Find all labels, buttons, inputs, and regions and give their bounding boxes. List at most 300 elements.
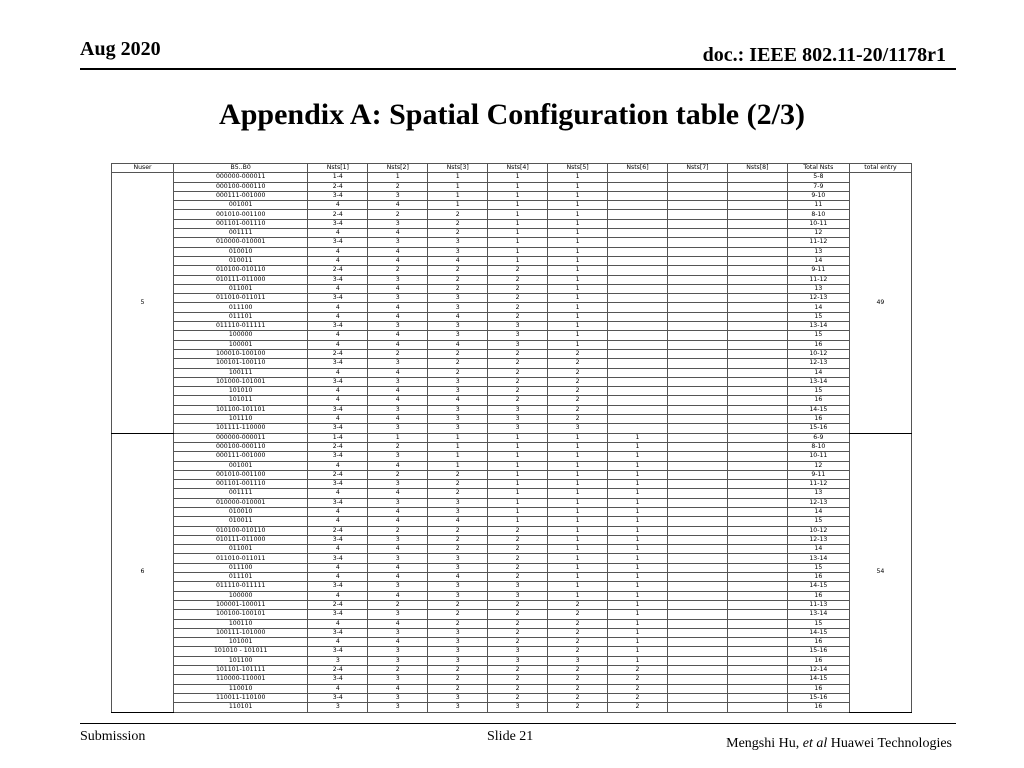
table-cell: 010011 (174, 256, 308, 265)
table-cell (608, 191, 668, 200)
column-header: Total Nsts (787, 164, 849, 173)
table-cell: 3-4 (308, 294, 368, 303)
table-cell: 3 (428, 582, 488, 591)
table-cell (727, 480, 787, 489)
table-cell: 2 (368, 470, 428, 479)
table-cell: 3 (428, 294, 488, 303)
table-cell: 3-4 (308, 535, 368, 544)
table-cell: 3 (428, 703, 488, 712)
table-cell (727, 489, 787, 498)
table-cell: 3 (428, 656, 488, 665)
table-cell: 12 (787, 229, 849, 238)
table-cell: 3 (368, 480, 428, 489)
table-cell: 2-4 (308, 470, 368, 479)
table-cell (727, 359, 787, 368)
table-cell: 1 (428, 442, 488, 451)
table-cell: 1 (608, 647, 668, 656)
table-cell: 15-16 (787, 693, 849, 702)
table-cell: 3-4 (308, 275, 368, 284)
table-cell (727, 582, 787, 591)
table-cell: 1 (548, 554, 608, 563)
table-row (112, 452, 912, 461)
table-row (112, 284, 912, 293)
table-cell (608, 266, 668, 275)
column-header: Nsts[1] (308, 164, 368, 173)
table-cell: 4 (308, 489, 368, 498)
table-cell: 3 (368, 554, 428, 563)
table-cell: 3 (368, 675, 428, 684)
table-cell (608, 331, 668, 340)
table-cell (667, 647, 727, 656)
table-cell: 4 (368, 201, 428, 210)
table-cell (727, 303, 787, 312)
footer-divider (80, 723, 956, 724)
table-cell: 000100-000110 (174, 182, 308, 191)
table-cell: 010111-011000 (174, 535, 308, 544)
table-cell: 4 (308, 256, 368, 265)
table-cell: 2 (368, 526, 428, 535)
table-cell: 1 (608, 480, 668, 489)
table-cell (608, 275, 668, 284)
table-cell: 2 (608, 684, 668, 693)
table-cell (667, 219, 727, 228)
table-cell: 3-4 (308, 238, 368, 247)
table-cell: 1 (488, 452, 548, 461)
table-cell: 8-10 (787, 210, 849, 219)
column-header: Nsts[4] (488, 164, 548, 173)
table-cell: 1 (488, 256, 548, 265)
table-cell: 1 (428, 452, 488, 461)
table-cell: 2 (428, 275, 488, 284)
table-cell: 3 (488, 591, 548, 600)
table-cell: 2 (428, 610, 488, 619)
table-cell (667, 322, 727, 331)
table-row (112, 219, 912, 228)
table-cell: 8-10 (787, 442, 849, 451)
table-cell (727, 452, 787, 461)
table-cell: 2 (548, 628, 608, 637)
table-cell: 4 (308, 201, 368, 210)
table-cell (667, 191, 727, 200)
table-cell (667, 433, 727, 442)
table-cell: 3 (548, 656, 608, 665)
footer-slide-number: Slide 21 (487, 729, 534, 744)
table-cell (667, 396, 727, 405)
table-cell: 3-4 (308, 628, 368, 637)
table-cell (667, 415, 727, 424)
table-cell: 12-13 (787, 498, 849, 507)
table-cell (727, 461, 787, 470)
table-cell (727, 322, 787, 331)
table-cell (667, 238, 727, 247)
table-cell: 101101-101111 (174, 666, 308, 675)
table-cell (727, 219, 787, 228)
table-cell: 4 (308, 507, 368, 516)
table-row (112, 582, 912, 591)
table-cell: 1 (608, 498, 668, 507)
table-cell: 4 (368, 489, 428, 498)
table-cell (667, 201, 727, 210)
table-cell (667, 526, 727, 535)
table-row (112, 303, 912, 312)
table-cell: 1 (608, 461, 668, 470)
table-cell: 4 (428, 312, 488, 321)
table-cell (727, 247, 787, 256)
table-cell: 2-4 (308, 600, 368, 609)
table-cell (667, 461, 727, 470)
table-row (112, 331, 912, 340)
table-cell: 100100-100101 (174, 610, 308, 619)
table-cell (727, 387, 787, 396)
table-cell: 1 (548, 433, 608, 442)
table-cell: 13-14 (787, 322, 849, 331)
table-cell: 1 (428, 173, 488, 182)
table-cell: 1 (488, 480, 548, 489)
table-cell: 1 (428, 182, 488, 191)
table-cell (667, 452, 727, 461)
table-cell: 2 (488, 619, 548, 628)
table-cell: 2 (428, 675, 488, 684)
table-cell: 16 (787, 591, 849, 600)
table-row (112, 359, 912, 368)
table-cell: 2 (428, 526, 488, 535)
table-cell (667, 498, 727, 507)
table-cell: 2-4 (308, 182, 368, 191)
nuser-cell: 6 (112, 433, 174, 712)
table-cell: 16 (787, 656, 849, 665)
table-cell: 000000-000011 (174, 433, 308, 442)
nuser-cell: 5 (112, 173, 174, 433)
table-cell: 4 (368, 247, 428, 256)
table-cell (667, 535, 727, 544)
table-cell (727, 573, 787, 582)
table-row (112, 182, 912, 191)
table-cell: 3-4 (308, 452, 368, 461)
table-cell: 3 (368, 424, 428, 433)
table-cell: 2 (488, 284, 548, 293)
table-cell (608, 387, 668, 396)
table-cell: 2 (608, 693, 668, 702)
table-cell: 4 (368, 312, 428, 321)
table-cell: 12-13 (787, 294, 849, 303)
table-cell: 011100 (174, 303, 308, 312)
table-cell: 4 (308, 284, 368, 293)
table-cell: 1 (608, 526, 668, 535)
table-cell (727, 284, 787, 293)
table-cell: 010000-010001 (174, 498, 308, 507)
table-cell: 100001 (174, 340, 308, 349)
table-cell: 3 (428, 238, 488, 247)
table-cell: 13 (787, 284, 849, 293)
column-header: total entry (849, 164, 911, 173)
table-cell: 1 (608, 628, 668, 637)
table-cell (667, 675, 727, 684)
table-cell: 3 (488, 582, 548, 591)
table-cell: 2 (608, 675, 668, 684)
table-cell: 4 (368, 331, 428, 340)
table-cell (667, 470, 727, 479)
table-cell: 2 (488, 387, 548, 396)
header-doc-id: doc.: IEEE 802.11-20/1178r1 (702, 44, 946, 66)
table-cell: 1-4 (308, 433, 368, 442)
table-row (112, 433, 912, 442)
footer-author-name: Mengshi Hu, (726, 736, 803, 751)
table-row (112, 377, 912, 386)
table-cell: 13-14 (787, 610, 849, 619)
table-cell: 1 (488, 470, 548, 479)
table-cell: 13 (787, 247, 849, 256)
table-cell: 4 (308, 368, 368, 377)
column-header: B5..B0 (174, 164, 308, 173)
table-cell: 2 (428, 684, 488, 693)
table-row (112, 368, 912, 377)
table-cell (667, 229, 727, 238)
table-row (112, 703, 912, 712)
table-cell: 2 (608, 666, 668, 675)
footer-submission: Submission (80, 729, 146, 744)
table-cell: 14 (787, 545, 849, 554)
table-cell: 1 (608, 638, 668, 647)
table-cell: 1 (428, 201, 488, 210)
table-cell: 3 (548, 424, 608, 433)
table-cell: 3 (428, 322, 488, 331)
table-cell (608, 238, 668, 247)
column-header: Nsts[2] (368, 164, 428, 173)
table-cell: 12 (787, 461, 849, 470)
table-cell: 2 (548, 638, 608, 647)
table-cell: 3-4 (308, 498, 368, 507)
table-row (112, 191, 912, 200)
table-row (112, 349, 912, 358)
table-cell: 13-14 (787, 377, 849, 386)
table-cell: 1 (488, 442, 548, 451)
table-cell: 4 (308, 563, 368, 572)
table-cell: 11-13 (787, 600, 849, 609)
table-cell (667, 693, 727, 702)
table-cell: 3 (428, 563, 488, 572)
table-cell: 3 (368, 610, 428, 619)
table-cell (667, 591, 727, 600)
table-cell (667, 619, 727, 628)
table-cell: 3 (488, 647, 548, 656)
table-cell (727, 377, 787, 386)
footer-author (726, 736, 952, 752)
table-cell: 100111 (174, 368, 308, 377)
table-cell: 3-4 (308, 359, 368, 368)
table-cell: 2 (608, 703, 668, 712)
table-cell: 3 (368, 628, 428, 637)
table-cell: 1 (548, 303, 608, 312)
table-row (112, 294, 912, 303)
table-row (112, 201, 912, 210)
table-cell: 4 (308, 247, 368, 256)
table-cell: 101100-101101 (174, 405, 308, 414)
table-cell (727, 647, 787, 656)
table-cell: 4 (368, 256, 428, 265)
table-cell: 000111-001000 (174, 452, 308, 461)
table-cell: 011010-011011 (174, 294, 308, 303)
table-cell: 10-11 (787, 219, 849, 228)
table-cell (667, 600, 727, 609)
table-cell (727, 554, 787, 563)
table-cell (667, 256, 727, 265)
column-header: Nuser (112, 164, 174, 173)
table-row (112, 545, 912, 554)
table-cell: 3 (368, 703, 428, 712)
table-cell: 16 (787, 340, 849, 349)
table-cell: 010111-011000 (174, 275, 308, 284)
table-cell: 2 (428, 210, 488, 219)
table-cell: 110010 (174, 684, 308, 693)
table-row (112, 387, 912, 396)
table-cell: 1 (488, 498, 548, 507)
table-cell: 100110 (174, 619, 308, 628)
table-row (112, 554, 912, 563)
total-entry-cell: 54 (849, 433, 911, 712)
table-row (112, 684, 912, 693)
table-cell: 3 (488, 656, 548, 665)
table-cell: 11-12 (787, 275, 849, 284)
table-cell (667, 210, 727, 219)
footer-author-org: Huawei Technologies (827, 736, 952, 751)
table-cell: 2 (548, 415, 608, 424)
table-cell: 011110-011111 (174, 322, 308, 331)
table-cell: 4 (308, 340, 368, 349)
table-cell: 001101-001110 (174, 480, 308, 489)
table-cell: 10-12 (787, 349, 849, 358)
table-cell: 4 (308, 545, 368, 554)
table-cell: 3 (368, 322, 428, 331)
table-cell: 3 (368, 693, 428, 702)
table-cell (727, 703, 787, 712)
table-cell: 1 (488, 229, 548, 238)
table-cell: 010010 (174, 247, 308, 256)
table-cell (727, 591, 787, 600)
table-cell (608, 349, 668, 358)
table-cell: 101001 (174, 638, 308, 647)
table-cell: 15 (787, 619, 849, 628)
table-cell: 10-12 (787, 526, 849, 535)
table-cell (727, 349, 787, 358)
table-cell: 010011 (174, 517, 308, 526)
table-cell: 1 (548, 535, 608, 544)
table-cell (727, 173, 787, 182)
table-cell: 2 (428, 600, 488, 609)
slide-title: Appendix A: Spatial Configuration table (2/3) (219, 98, 805, 131)
table-cell: 1 (548, 322, 608, 331)
table-cell (667, 266, 727, 275)
table-cell (667, 377, 727, 386)
table-cell: 15-16 (787, 647, 849, 656)
table-cell: 100010-100100 (174, 349, 308, 358)
table-cell: 1 (548, 470, 608, 479)
table-cell: 2 (488, 675, 548, 684)
table-cell: 4 (428, 340, 488, 349)
table-cell (667, 340, 727, 349)
table-cell: 2 (548, 600, 608, 609)
table-cell: 3-4 (308, 693, 368, 702)
table-cell (608, 219, 668, 228)
table-cell: 16 (787, 703, 849, 712)
table-cell (667, 442, 727, 451)
table-cell: 3 (428, 405, 488, 414)
table-cell: 3 (488, 703, 548, 712)
table-cell: 3 (428, 247, 488, 256)
table-cell: 2 (428, 535, 488, 544)
table-cell (608, 405, 668, 414)
table-cell (727, 470, 787, 479)
table-row (112, 675, 912, 684)
table-cell: 1 (608, 619, 668, 628)
table-cell: 2 (488, 303, 548, 312)
table-cell: 3 (368, 377, 428, 386)
table-cell: 101000-101001 (174, 377, 308, 386)
table-cell: 14-15 (787, 628, 849, 637)
table-cell: 2 (428, 349, 488, 358)
table-cell: 3-4 (308, 424, 368, 433)
table-cell: 000111-001000 (174, 191, 308, 200)
table-cell: 3 (368, 535, 428, 544)
table-cell: 2 (488, 684, 548, 693)
table-cell: 2 (428, 489, 488, 498)
table-cell (727, 600, 787, 609)
table-cell: 1 (548, 219, 608, 228)
table-cell (727, 545, 787, 554)
table-cell: 3 (488, 424, 548, 433)
table-cell: 110000-110001 (174, 675, 308, 684)
table-cell (608, 173, 668, 182)
table-cell: 3 (428, 424, 488, 433)
table-cell: 2 (488, 693, 548, 702)
table-cell: 3 (428, 628, 488, 637)
table-cell: 4 (308, 461, 368, 470)
table-cell: 100000 (174, 591, 308, 600)
table-cell (667, 387, 727, 396)
table-cell: 1 (608, 554, 668, 563)
table-cell: 4 (308, 303, 368, 312)
table-cell: 9-11 (787, 470, 849, 479)
table-row (112, 442, 912, 451)
table-cell (727, 675, 787, 684)
table-cell: 9-10 (787, 191, 849, 200)
table-cell: 3 (428, 507, 488, 516)
table-row (112, 424, 912, 433)
table-cell: 3 (368, 656, 428, 665)
table-cell (667, 331, 727, 340)
table-cell: 3 (488, 331, 548, 340)
table-cell (727, 526, 787, 535)
table-cell (667, 359, 727, 368)
table-cell (608, 294, 668, 303)
table-cell: 15 (787, 563, 849, 572)
table-cell: 1 (488, 247, 548, 256)
table-cell: 2 (368, 349, 428, 358)
table-cell: 14-15 (787, 405, 849, 414)
table-row (112, 610, 912, 619)
table-row (112, 489, 912, 498)
table-cell: 1 (608, 573, 668, 582)
table-cell (667, 507, 727, 516)
table-cell (667, 247, 727, 256)
table-cell: 2 (548, 619, 608, 628)
table-cell (608, 377, 668, 386)
table-cell: 3 (428, 415, 488, 424)
table-cell: 001111 (174, 229, 308, 238)
table-row (112, 266, 912, 275)
table-cell (727, 191, 787, 200)
table-cell: 101011 (174, 396, 308, 405)
column-header: Nsts[7] (667, 164, 727, 173)
